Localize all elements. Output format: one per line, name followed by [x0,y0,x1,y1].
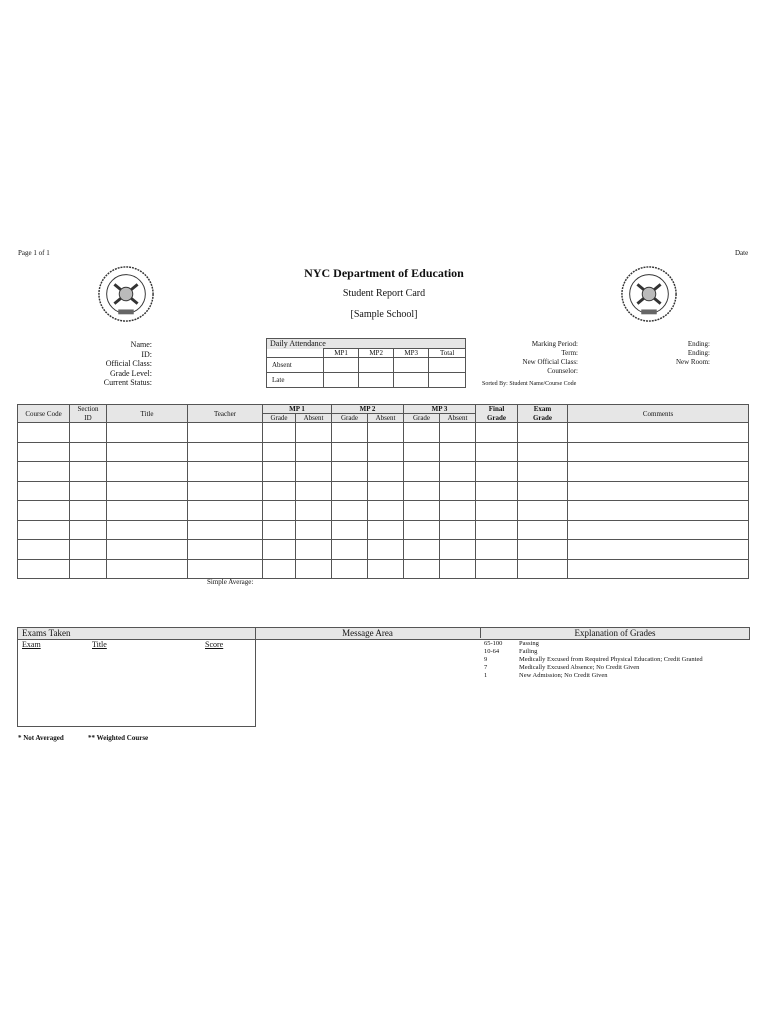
grade-cell [107,442,188,462]
grade-cell [107,540,188,560]
exam-col-title: Title [92,640,107,649]
header-mp1: MP 1 [263,405,332,414]
header-final: Final [476,405,518,414]
grade-cell [368,442,404,462]
grade-cell [18,520,70,540]
grade-cell [368,423,404,443]
not-averaged-note: * Not Averaged [18,734,64,742]
date-label: Date [735,249,749,257]
ending-labels [640,340,710,367]
header-final-grade: Grade [476,414,518,423]
grade-cell [476,423,518,443]
grade-cell [440,520,476,540]
grade-cell [332,520,368,540]
grade-cell [263,520,296,540]
attendance-title: Daily Attendance [267,339,466,349]
explanation-item: 9 Medically Excused from Required Physical Education; Credit Granted [484,656,703,663]
header-exam: Exam [518,405,568,414]
term-label: Term: [561,349,578,357]
student-id-label: ID: [141,349,152,359]
counselor-label: Counselor: [547,367,578,375]
grade-row [18,501,749,521]
marking-labels [470,340,578,376]
grade-cell [368,501,404,521]
grade-cell [188,462,263,482]
grade-cell [107,481,188,501]
grade-cell [568,501,749,521]
attendance-table [266,338,466,388]
grade-cell [568,559,749,579]
header-mp2: MP 2 [332,405,404,414]
grade-cell [188,501,263,521]
grade-rows [18,423,749,579]
new-official-class-label: New Official Class: [522,358,578,366]
grade-cell [404,423,440,443]
grade-cell [70,520,107,540]
header-comments: Comments [568,405,749,423]
grade-cell [18,423,70,443]
report-subtitle: Student Report Card [342,288,426,299]
grade-row [18,559,749,579]
exams-taken-title: Exams Taken [22,628,71,638]
school-name: [Sample School] [350,309,418,320]
grade-cell [332,462,368,482]
grade-cell [476,462,518,482]
grade-cell [188,481,263,501]
marking-period-label: Marking Period: [531,340,578,348]
grade-cell [18,481,70,501]
grade-cell [404,501,440,521]
grade-cell [296,481,332,501]
grade-cell [263,481,296,501]
grade-cell [18,442,70,462]
current-status-label: Current Status: [103,378,152,387]
grade-cell [518,540,568,560]
grade-cell [518,423,568,443]
message-area-title: Message Area [255,627,481,638]
grade-cell [332,501,368,521]
grade-cell [404,442,440,462]
grade-cell [296,442,332,462]
header-section: Section [70,405,107,414]
header-mp1-grade: Grade [263,414,296,423]
grade-cell [263,540,296,560]
grade-row [18,423,749,443]
grade-cell [107,462,188,482]
attendance-col-mp3: MP3 [394,349,429,358]
grade-level-label: Grade Level: [110,368,152,378]
grade-cell [518,481,568,501]
grade-cell [404,559,440,579]
ending-label-1: Ending: [687,340,710,348]
official-class-label: Official Class: [105,359,152,368]
bottom-section [17,627,749,726]
grade-cell [568,462,749,482]
grade-cell [518,520,568,540]
grade-cell [476,540,518,560]
page-number: Page 1 of 1 [18,249,50,257]
grade-cell [296,423,332,443]
grade-cell [18,540,70,560]
student-name-label: Name: [130,340,152,349]
grade-cell [518,559,568,579]
grade-cell [368,462,404,482]
header-mp3-grade: Grade [404,414,440,423]
student-info-labels [40,340,152,388]
attendance-col-mp2: MP2 [359,349,394,358]
grade-cell [296,540,332,560]
grade-cell [70,501,107,521]
grade-row [18,442,749,462]
grade-cell [368,520,404,540]
grade-cell [440,423,476,443]
grade-cell [70,559,107,579]
grade-cell [296,462,332,482]
header-exam-grade: Grade [518,414,568,423]
attendance-row-absent: Absent [267,358,324,373]
grade-cell [263,501,296,521]
grade-cell [476,501,518,521]
grade-cell [107,520,188,540]
nyc-seal-right-icon [620,265,678,323]
grade-cell [440,559,476,579]
ending-label-2: Ending: [687,349,710,357]
grade-cell [188,423,263,443]
grade-cell [70,462,107,482]
grade-cell [332,540,368,560]
grade-cell [188,540,263,560]
explanation-list [484,640,703,680]
grade-cell [107,423,188,443]
exam-col-exam: Exam [22,640,41,649]
sorted-by-label: Sorted By: Student Name/Course Code [482,381,577,387]
grade-cell [332,481,368,501]
grade-cell [18,559,70,579]
header-mp3-absent: Absent [440,414,476,423]
grade-cell [476,481,518,501]
exam-col-score: Score [205,640,224,649]
grade-cell [263,423,296,443]
grade-cell [107,559,188,579]
weighted-course-note: ** Weighted Course [88,734,149,742]
grade-cell [263,462,296,482]
grade-cell [568,481,749,501]
grade-cell [476,559,518,579]
grade-cell [476,520,518,540]
grade-cell [568,423,749,443]
grade-row [18,462,749,482]
header-mp1-absent: Absent [296,414,332,423]
grade-cell [568,442,749,462]
grade-cell [404,520,440,540]
header-mp2-absent: Absent [368,414,404,423]
attendance-col-total: Total [429,349,466,358]
grade-cell [368,540,404,560]
grade-cell [440,501,476,521]
grade-cell [70,540,107,560]
grade-cell [518,462,568,482]
header-mp3: MP 3 [404,405,476,414]
grade-cell [404,481,440,501]
header-id: ID [70,414,107,423]
grade-cell [368,559,404,579]
grade-cell [568,540,749,560]
grade-cell [518,442,568,462]
attendance-col-mp1: MP1 [324,349,359,358]
header-mp2-grade: Grade [332,414,368,423]
grade-cell [296,501,332,521]
grade-cell [263,442,296,462]
explanation-item: 65-100 Passing [484,640,539,647]
header-title: Title [107,405,188,423]
new-room-label: New Room: [675,358,710,366]
grade-cell [440,540,476,560]
grade-cell [70,442,107,462]
grade-cell [440,462,476,482]
grade-cell [368,481,404,501]
simple-average-label: Simple Average: [207,578,254,586]
grade-row [18,540,749,560]
grade-cell [188,442,263,462]
grade-cell [568,520,749,540]
grade-row [18,481,749,501]
grade-cell [188,559,263,579]
explanation-item: 10-64 Failing [484,648,538,655]
explanation-title: Explanation of Grades [574,628,656,638]
grade-cell [296,559,332,579]
grade-cell [107,501,188,521]
grade-cell [70,481,107,501]
grades-table [17,404,749,579]
grade-cell [188,520,263,540]
attendance-row-late: Late [267,373,324,388]
grade-cell [440,442,476,462]
explanation-item: 7 Medically Excused Absence; No Credit Given [484,664,640,671]
grade-cell [332,442,368,462]
grade-cell [263,559,296,579]
grade-cell [404,540,440,560]
grade-cell [476,442,518,462]
grade-cell [404,462,440,482]
grade-cell [332,423,368,443]
grade-cell [440,481,476,501]
page-title: NYC Department of Education [304,266,464,280]
grade-cell [332,559,368,579]
header-course-code: Course Code [18,405,70,423]
grade-cell [70,423,107,443]
grade-row [18,520,749,540]
grade-cell [296,520,332,540]
header-teacher: Teacher [188,405,263,423]
grade-cell [18,462,70,482]
nyc-seal-left-icon [97,265,155,323]
explanation-item: 1 New Admission; No Credit Given [484,672,608,679]
grade-cell [518,501,568,521]
grade-cell [18,501,70,521]
